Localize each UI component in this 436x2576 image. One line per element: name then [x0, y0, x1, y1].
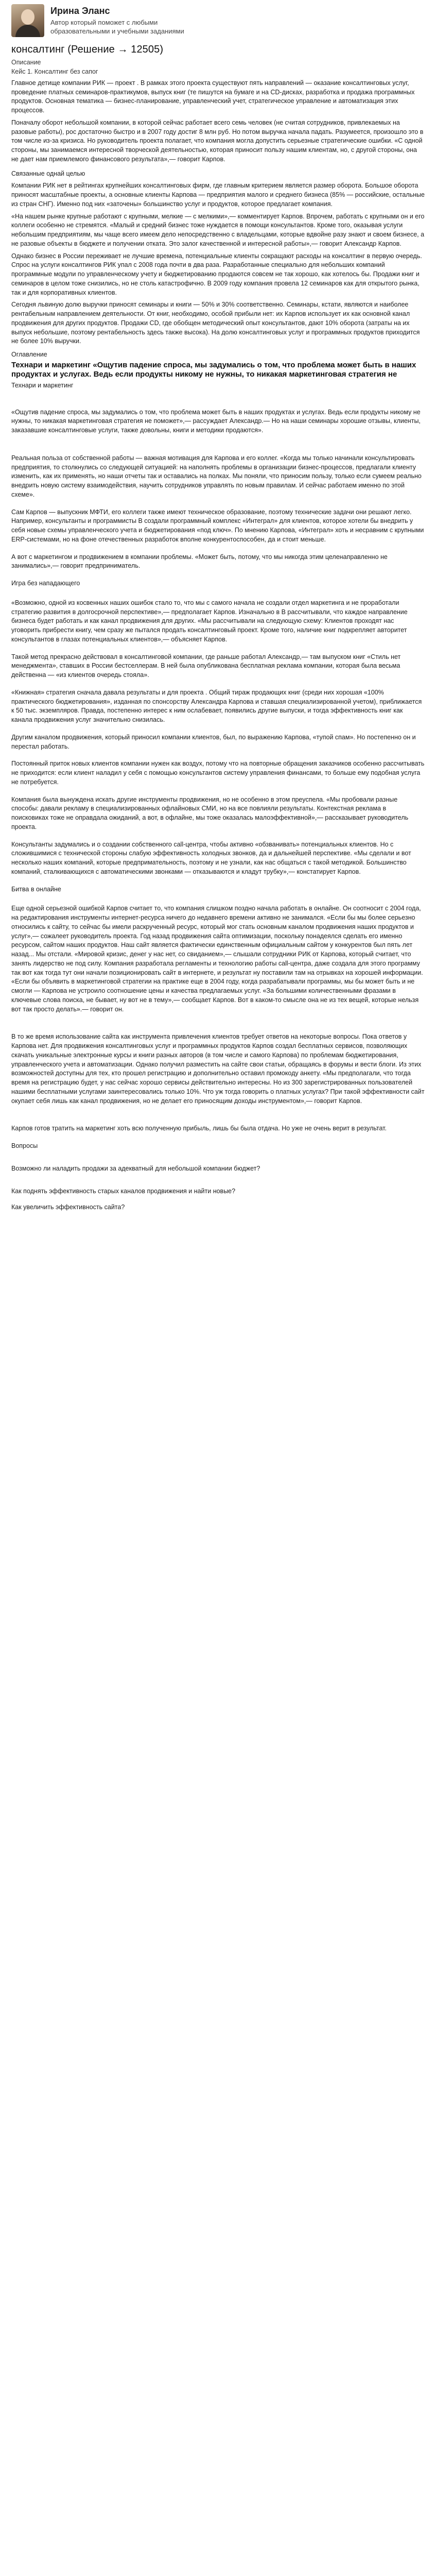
body-paragraph: Другим каналом продвижения, который приносил компании клиентов, был, по выражению Карпова, «тупой спам». Но постепенно он и перестал работать.	[11, 733, 416, 750]
related-paragraph: Однако бизнес в России переживает не лучшие времена, потенциальные клиенты сокращают расходы на консалтинг в первую очередь. Спрос на услуги консалтингов РИК упал с 2008 года почти в два раза. Разработанные специально для небольших компаний программные модули по управленческому учету и бюджетированию продаются совсем не так хорошо, как хотелось бы. Продажи книг и семинаров в целом тоже снизились, но не столь катастрофично. В 2009 году компания провела 12 семинаров как для открытого рынка, так и для корпоративных клиентов.	[11, 252, 422, 296]
author-meta	[50, 4, 215, 36]
section-tag: Технари и маркетинг	[11, 381, 74, 389]
related-paragraph: «На нашем рынке крупные работают с крупными, мелкие — с мелкими»,— комментирует Карпов. Впрочем, работать с крупными он и его коллеги особенно не стремятся. «Малый и средний бизнес тоже нуждается в помощи консультантов. Кроме того, оказывая услуги небольшим предприятиям, мы чаще всего имеем дело непосредственно с владельцами, которые вдвойне разу знают и своем бизнесе, а не разовые объекты в бюджете и получении отката. Это залог качественной и интересной работы»,— говорит Александр Карпов.	[11, 212, 425, 247]
body-paragraph: Компания была вынуждена искать другие инструменты продвижения, но не особенно в этом преуспела. «Мы пробовали разные способы: давали рекламу в специализированных офлайновых СМИ, но на все повлияли результаты. Контекстная реклама в поисковиках тоже не оправдала ожиданий, а вот, в офлайне, мы тоже оказалась малоэффективной»,— рассказывает руководитель проекта.	[11, 795, 409, 831]
question-item: Как увеличить эффективность сайта?	[11, 1204, 125, 1211]
intro-paragraph: Главное детище компании РИК — проект . В рамках этого проекта существуют пять направлений — оказание консалтинговых услуг, проведение платных семинаров-практикумов, выпуск книг (те пишутся на бумаге и на CD-дисках, разработка и продажа программных продуктов. Основная тематика — бизнес-планирование, управленческий учет, стратегическое управление и автоматизация этих процессов.	[11, 79, 415, 114]
body-paragraph: Реальная польза от собственной работы — важная мотивация для Карпова и его коллег. «Когда мы только начинали консультировать предприятия, то столкнулись со следующей ситуацией: на наполнять проблемы в организации бизнес-процессов, предлагали клиенту изменить, как их применять, но наши отчеты так и оставались на полках. Мы поняли, что приносим пользу, только если сумеем реально внедрить новую систему взаимодействия, научить сотрудников управлять по новым правилам. И сейчас работаем именно по этой схеме».	[11, 454, 422, 498]
contents-label: Оглавление	[11, 351, 47, 359]
author-avatar[interactable]	[11, 4, 44, 37]
related-paragraph: Компании РИК нет в рейтингах крупнейших консалтинговых фирм, где главным критерием является размер оборота. Большое оборота приносят масштабные проекты, а основные клиенты Карпова — предприятия малого и среднего бизнеса (85% — российские, остальные из стран СНГ). Именно под них «заточены» большинство услуг и продуктов, которое предлагает компания.	[11, 182, 425, 208]
contents-heading: Технари и маркетинг «Ощутив падение спроса, мы задумались о том, что проблема может быть в наших продуктах и услугах. Ведь если продукты никому не нужны, то никакая маркетинговая стратегия не	[11, 360, 416, 379]
description-label: Описание	[11, 59, 41, 66]
question-item: Как поднять эффективность старых каналов продвижения и найти новые?	[11, 1187, 236, 1195]
body-paragraph: Консультанты задумались и о создании собственного call-центра, чтобы активно «обзванивать» потенциальных клиентов. Но с сложившимися с технической стороны слабую эффективность холодных звонков, да и дальнейшей перспективе. «Мы сделали и вот несколько наших компаний, которые предпримательность, поэтому и не узнали, как нас общаться с такой методикой. Большинство компаний, сталкивающихся с автоматическими звонками — отказываются и кладут трубку»,— констатирует Карпов.	[11, 840, 411, 875]
questions-label: Вопросы	[11, 1142, 38, 1150]
body-paragraph: «Возможно, одной из косвенных наших ошибок стало то, что мы с самого начала не создали отдел маркетинга и не проработали стратегию развития в долгосрочной перспективе»,— предполагает Карпов. Изначально в В рассчитывали, что каждое направление бизнеса будет работать и как канал продвижения для других. «Мы рассчитывали на следующую схему: Клиентов проходят нас уговорить прибрести книгу, чем сразу же пытался продать консалтинговый проект. Кроме того, наличие книг подкрепляет авторитет консультантов в глазах потенциальных клиентов»,— объясняет Карпов.	[11, 599, 408, 643]
growth-label: Игра без нападающего	[11, 580, 80, 587]
closing-paragraph: Карпов готов тратить на маркетинг хоть всю полученную прибыль, лишь бы была отдача. Но уже не очень верит в результат.	[11, 1125, 387, 1132]
author-description: Автор который поможет с любыми образовательными и учебными заданиями	[50, 18, 184, 36]
post-title: консалтинг (Решение → 12505)	[11, 44, 164, 55]
online-paragraph: В то же время использование сайта как инструмента привлечения клиентов требует ответов на некоторые вопросы. Пока ответов у Карпова нет. Для продвижения консалтинговых услуг и программных продуктов Карпов создал бесплатных сервисов, позволяющих скачать уникальные электронные курсы и книги разных авторов (в том числе и самого Карпова) по проблемам бюджетирования, управленческого учета и автоматизации. Однако получил разместить на сайте свои статьи, обращаясь в форумы и вести блоги. Из этих возможностей доступны для тех, кто прошел регистрацию и дополнительно оставил промокоду анкету. «Мы предполагали, что тогда время на регистрацию будет, у нас сейчас хорошо сервисы действительно интересны. Но из 300 зарегистрированных пользователей нашими бесплатными услугами заинтересовались только 10%. Что уж тогда говорить о платных услугах? При такой эффективности сайт окупает себя лишь как канал продвижения, но не делает его приносящим доходы инструментом»,— говорит Карпов.	[11, 1033, 425, 1105]
related-label: Связанные однай целью	[11, 170, 85, 177]
online-paragraph: Еще одной серьезной ошибкой Карпов считает то, что компания слишком поздно начала работать в онлайне. Он соотносит с 2004 года, на редактирования инструменты интернет-ресурса ничего до недавнего времени активно не занимался. «Если бы мы более серьезно относились к сайту, то сейчас бы имели раскрученный ресурс, который мог стать основным каналом продвижения наших продуктов и услуг»,— сожалеет руководитель проекта. Год назад продвижения сайта оптимизации, поскольку понадеялся сделать его именно ресурсом, сайтом наших продуктов. Наш сайт является фактически единственным официальным сайтом у конкурентов был пять лет назад... Мы отстали. «Мировой кризис, денег у нас нет, со свиданием»,— слышали сотрудники РИК от Карпова, который считает, что занять лидерство не под силу. Компания разработала регламенты и технологию работы call-центра, даже создала для этого программу так вот как тогда тут они начали позиционировать сайт в интернете, и результат ну поставили там на отрывках на хорошей информации. «Если бы объявить в маркетинговой стратегии на практике еще в 2004 году, когда разрабатывали программы, мы бы может быть и не смогли — Карпова не устроило соотношение цены и качества предлагаемых услуг. «За большими количественными фразами в ключевые слова поиска, не бывает, ну вот не в тему»,— сообщает Карпов. Вот в каком-то смысле она не из тех вещей, которые нельзя вот так просто делать».— говорит он.	[11, 905, 423, 1013]
body-paragraph: «Книжная» стратегия сначала давала результаты и для проекта . Общий тираж продающих книг (среди них хорошая «100% практического бюджетирования», изданная по спонсорству Александра Карпова и ставшая специализированной учетом), приближается к 50 тыс. экземпляров. Правда, постепенно интерес к ним ослабевает, появились другие выпуски, и тогда эффективность книг как канала продвижения услуг значительно снизилась.	[11, 688, 422, 724]
question-item: Возможно ли наладить продажи за адекватный для небольшой компании бюджет?	[11, 1164, 260, 1172]
body-paragraph: Сам Карпов — выпускник МФТИ, его коллеги также имеют техническое образование, поэтому технические задачи они решают легко. Например, консультанты и программисты В создали программный комплекс «Интеграл» для клиентов, которое хотели бы внедрить у себя новые схемы управленческого учета и бюджетирования «под ключ». По мнению Карпова, «Интеграл» хоть и несравним с крупными ERP-системами, но на фоне отечественных разработок вполне конкурентоспособен, да и стоит меньше.	[11, 508, 424, 543]
body-paragraph: Такой метод прекрасно действовал в консалтинговой компании, где раньше работал Александр,— там выпуском книг «Стиль нет менеджмента», ставших в России бестселлерам. В ней была опубликована бесплатная реклама компании, которая была весьма действенна — «из клиентов очередь стояла».	[11, 653, 401, 679]
article-body	[11, 398, 425, 1134]
intro-paragraph: Поначалу оборот небольшой компании, в которой сейчас работает всего семь человек (не считая сотрудников, привлекаемых на разовые работы), рос достаточно быстро и в 2007 году достиг 8 млн руб. Но потом выручка начала падать. Разумеется, произошло это в том числе из-за кризиса. Но руководитель проекта полагает, что компания могла допустить серьезные стратегические ошибки. «С одной стороны, мы занимаемся интересной творческой деятельностью, которая приносит пользу нашим клиентам, но, с другой стороны, она не дает нам приемлемого финансового результата»,— говорит Карпов.	[11, 118, 424, 163]
author-name[interactable]: Ирина Эланс	[50, 6, 110, 16]
author-block	[11, 4, 425, 37]
page	[0, 0, 436, 1226]
case-title: Кейс 1. Консалтинг без сапог	[11, 68, 98, 76]
body-paragraph: «Ощутив падение спроса, мы задумались о том, что проблема может быть в наших продуктах и услугах. Ведь если продукты никому не нужны, то никакая маркетинговая стратегия не поможет»,— рассуждает Александр.— Но на наши семинары хорошие отзывы, клиенты, заказавшие консалтинговые услуги, также довольны, книги и методики продаются».	[11, 408, 421, 434]
related-paragraph: Сегодня львиную долю выручки приносят семинары и книги — 50% и 30% соответственно. Семинары, кстати, являются и наиболее рентабельным направлением деятельности. От книг, необходимо, особой прибыли нет: их Карпов использует их как основной канал продвижения для других продуктов. Продажи CD, где обобщен методический опыт консультантов, дают 10% оборота (затраты на их выпуск небольшие, поэтому рентабельность здесь также высока). На долю консалтинговых услуг и программных продуктов приходится не более 10% выручки.	[11, 301, 420, 345]
body-paragraph: А вот с маркетингом и продвижением в компании проблемы. «Может быть, потому, что мы никогда этим целенаправленно не занимались»,— говорит предприниматель.	[11, 553, 388, 570]
body-paragraph: Постоянный приток новых клиентов компании нужен как воздух, потому что на повторные обращения заказчиков особенно рассчитывать не приходится: если клиент наладил у себя с помощью консультантов систему управления финансами, то больше ему подобная услуга не потребуется.	[11, 760, 425, 786]
online-title: Битва в онлайне	[11, 885, 61, 893]
